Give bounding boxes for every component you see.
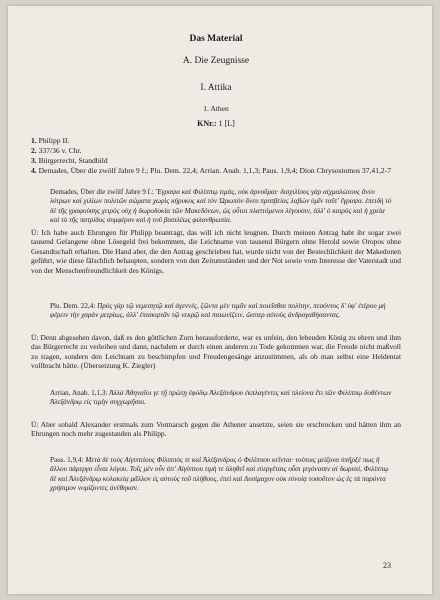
subsection-heading: I. Attika xyxy=(200,83,232,93)
translation-paragraph: Ü: Ich habe auch Ehrungen für Philipp beantragt, das will ich nicht leugnen. Durch meinen Antrag habt ihr sogar zwei tausend Gefangene ohne Lösegeld frei bekommen, die Leichname von tausend Bürgern ohne Herold sowie Oropos ohne Gesandtschaft erhalten. Die Hand aber, die den Antrag geschrieben hat, wurde nicht von der Bestechlichkeit der Makedonen geführt, wie diese fälschlich behaupten, sondern von den Zeitumständen und der Not sowie vom Interesse der Vaterstadt und von der Menschenfreundlichkeit des Königs. xyxy=(31,228,401,275)
quote-text: Πρὸς γὰρ τῷ νεμεσητῷ καὶ ἀγεννές, ζῶντα μὲν τιμᾶν καὶ ποιεῖσθαι πολίτην, πεσόντος δ' ὑφ' ἑτέρου μὴ φέρειν τὴν χαρὰν μετρίως, ἀλλ' ἐπισκιρτᾶν τῷ νεκρῷ καὶ παιωνίζειν, ὥσπερ αὐτοὺς ἀνδραγαθήσαντας. xyxy=(50,302,386,320)
greek-quote xyxy=(50,188,395,226)
list-item xyxy=(31,156,401,166)
list-item-number: 3. xyxy=(31,156,37,165)
translation-paragraph: Ü: Denn abgesehen davon, daß es den göttlichen Zorn herausforderte, war es unfein, den lebenden König zu ehren und ihm das Bürgerrecht zu verleihen und dann, nachdem er durch einen anderen zu Tode gekommen war, die Freude nicht maßvoll zu tragen, sondern den Leichnam zu beschimpfen und Freudengesänge anzustimmen, als ob man selbst eine Heldentat vollbracht hätte. (Übersetzung K. Ziegler) xyxy=(31,333,401,371)
section-heading: A. Die Zeugnisse xyxy=(182,56,250,66)
quote-text: Ἀλλὰ Ἀθηναῖοι γε τῇ πρώτῃ ἐφόδῳ Ἀλεξάνδρου ἐκπλαγέντες καὶ πλείονα ἔτι τῶν Φιλίππῳ δοθέντων Ἀλεξάνδρῳ εἰς τιμὴν συγχωρῆσαι. xyxy=(50,389,392,407)
list-item-text: Demades, Über die zwölf Jahre 9 f.; Plu. Dem. 22,4; Arrian. Anab. 1,1,3; Paus. 1,9,4; Dion Chrysostomos 37,41,2-7 xyxy=(36,166,392,175)
list-item-text: 337/36 v. Chr. xyxy=(36,146,82,155)
subsubsection-heading: 1. Athen xyxy=(203,104,229,113)
catalogue-number xyxy=(31,119,401,128)
quote-source: Plu. Dem. 22,4: xyxy=(50,302,98,310)
quote-source: Paus. 1,9,4: xyxy=(50,456,86,464)
page-number: 23 xyxy=(383,561,391,570)
book-page xyxy=(8,6,432,594)
translation-paragraph: Ü: Aber sobald Alexander erstmals zum Vormarsch gegen die Athener ansetzte, seien sie erschrocken und hätten ihm an Ehrungen noch mehr zugestanden als Philipp. xyxy=(31,420,401,439)
quote-text: Μετὰ δὲ τοὺς Αἰγυπτίους Φίλιππός τε καὶ Ἀλέξανδρος ὁ Φιλίππου κεῖνται· τούτοις μείζονα ὑπῆρξέ πως ἢ ἄλλου πάρεργα εἶναι λόγου. Τοῖς μὲν οὖν ἀπ' Αἰγύπτου τιμὴ τε ἀληθεῖ καὶ εὐεργέταις οὖσι γεγόνασιν αἱ δωρεαί, Φιλίππῳ δὲ καὶ Ἀλεξάνδρῳ κολακείᾳ μᾶλλον ἐς αὐτοὺς τοῦ πλήθους, ἐπεὶ καὶ Λυσίμαχον οὐκ εὐνοίᾳ τοσοῦτον ὡς ἐς τὰ παρόντα χρήσιμον νομίζοντες ἀνέθηκαν. xyxy=(50,456,389,493)
quote-source: Demades, Über die zwölf Jahre 9 f.: xyxy=(50,188,156,196)
quote-text: Ἔγραψα καὶ Φιλίππῳ τιμάς, οὐκ ἀρνοῦμαι· δισχιλίους γὰρ αἰχμαλώτους ἄνευ λύτρων καὶ χιλίων πολιτῶν σώματα χωρὶς κήρυκος καὶ τὸν Ὠρωπὸν ἄνευ πρεσβείας λαβὼν ὑμῖν ταῦτ' ἔγραψα. ἐπειδὴ τὸ δὲ τῆς γραφούσης χειρὸς οὐχ ἡ δωροδοκία τῶν Μακεδόνων, ὡς οὗτοι πλαττόμενοι λέγουσιν, ἀλλ' ὁ καιρὸς καὶ ἡ χρεία καὶ τὸ τῆς πατρίδος συμφέρον καὶ ἡ τοῦ βασιλέως φιλανθρωπία. xyxy=(50,188,392,225)
list-item-text: Philipp II. xyxy=(36,136,70,145)
list-item-text: Bürgerrecht, Standbild xyxy=(36,156,108,165)
greek-quote xyxy=(50,456,395,494)
list-item-number: 2. xyxy=(31,146,37,155)
list-item xyxy=(31,136,401,146)
list-item xyxy=(31,166,401,176)
greek-quote xyxy=(50,389,395,408)
quote-source: Arrian, Anab. 1,1,3: xyxy=(50,389,110,397)
list-item xyxy=(31,146,401,156)
list-item-number: 4. xyxy=(31,166,37,175)
knr-label: KNr.: xyxy=(197,119,217,128)
greek-quote xyxy=(50,302,395,321)
list-item-number: 1. xyxy=(31,136,37,145)
page-title: Das Material xyxy=(189,34,243,44)
knr-value: 1 [L] xyxy=(216,119,235,128)
entry-list xyxy=(31,136,401,176)
